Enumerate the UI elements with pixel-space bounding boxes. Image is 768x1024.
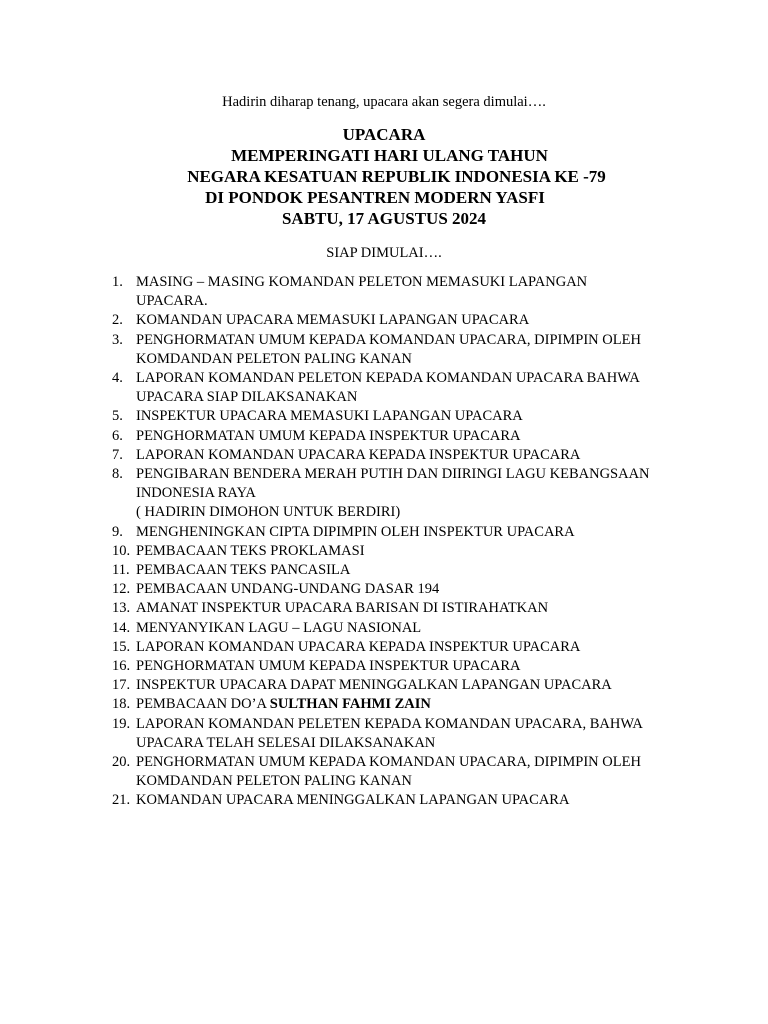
agenda-item-text: PENGHORMATAN UMUM KEPADA KOMANDAN UPACARA, DIPIMPIN OLEH (136, 754, 641, 771)
agenda-item (112, 561, 692, 580)
agenda-item-text: LAPORAN KOMANDAN UPACARA KEPADA INSPEKTUR UPACARA (136, 638, 581, 655)
agenda-item (112, 407, 692, 426)
agenda-item-text: MENYANYIKAN LAGU – LAGU NASIONAL (136, 619, 422, 636)
agenda-item (112, 273, 692, 311)
agenda-item (112, 638, 692, 657)
agenda-item-text: PEMBACAAN UNDANG-UNDANG DASAR 194 (136, 581, 440, 598)
agenda-item-text: UPACARA. (136, 293, 208, 310)
agenda-item-text: PEMBACAAN TEKS PANCASILA (136, 562, 351, 579)
agenda-item-text: INDONESIA RAYA (136, 485, 256, 502)
agenda-item-number: 3. (112, 331, 123, 348)
agenda-item-number: 15. (112, 638, 131, 655)
agenda-item-number: 18. (112, 696, 131, 713)
agenda-item-number: 12. (112, 581, 131, 598)
agenda-item (112, 523, 692, 542)
title-line-2: MEMPERINGATI HARI ULANG TAHUN (231, 146, 548, 165)
agenda-item-number: 1. (112, 274, 123, 290)
agenda-item-text: KOMDANDAN PELETON PALING KANAN (136, 350, 412, 367)
agenda-item (112, 715, 692, 753)
agenda-item-text: PEMBACAAN DO’A (136, 696, 270, 713)
agenda-item-number: 11. (112, 562, 130, 579)
agenda-item (112, 791, 692, 810)
agenda-item-number: 19. (112, 715, 131, 732)
agenda-item-text: LAPORAN KOMANDAN PELETEN KEPADA KOMANDAN UPACARA, BAHWA (136, 715, 643, 732)
agenda-item (112, 657, 692, 676)
ready-text: SIAP DIMULAI…. (326, 245, 442, 261)
agenda-item-text: KOMDANDAN PELETON PALING KANAN (136, 773, 412, 790)
title-line-5: SABTU, 17 AGUSTUS 2024 (281, 209, 487, 228)
agenda-item-number: 6. (112, 427, 123, 444)
agenda-item-text: MASING – MASING KOMANDAN PELETON MEMASUKI LAPANGAN (136, 274, 588, 290)
agenda-item-number: 16. (112, 658, 131, 675)
agenda-item-number: 7. (112, 446, 123, 463)
agenda-list (112, 273, 692, 811)
agenda-item (112, 542, 692, 561)
agenda-item-text: LAPORAN KOMANDAN UPACARA KEPADA INSPEKTUR UPACARA (136, 446, 581, 463)
agenda-item (112, 311, 692, 330)
agenda-item-text: INSPEKTUR UPACARA DAPAT MENINGGALKAN LAPANGAN UPACARA (136, 677, 612, 694)
intro-text: Hadirin diharap tenang, upacara akan segera dimulai…. (222, 94, 546, 110)
agenda-item (112, 446, 692, 465)
agenda-item (112, 331, 692, 369)
agenda-item-number: 14. (112, 619, 131, 636)
agenda-item-number: 2. (112, 312, 123, 329)
agenda-item-number: 17. (112, 677, 131, 694)
agenda-item (112, 427, 692, 446)
agenda-item-number: 5. (112, 408, 123, 425)
agenda-item-text: AMANAT INSPEKTUR UPACARA BARISAN DI ISTIRAHATKAN (136, 600, 549, 617)
agenda-item-text: KOMANDAN UPACARA MENINGGALKAN LAPANGAN UPACARA (136, 792, 570, 809)
agenda-item-text: UPACARA SIAP DILAKSANAKAN (136, 389, 358, 406)
agenda-item-number: 13. (112, 600, 131, 617)
agenda-item-number: 20. (112, 754, 131, 771)
title-line-3: NEGARA KESATUAN REPUBLIK INDONESIA KE -79 (187, 167, 606, 186)
ceremony-title (0, 124, 768, 229)
agenda-item (112, 753, 692, 791)
agenda-item (112, 465, 692, 523)
agenda-item-number: 4. (112, 370, 123, 387)
agenda-item-bold-name: SULTHAN FAHMI ZAIN (269, 696, 431, 713)
agenda-item-text: PENGHORMATAN UMUM KEPADA INSPEKTUR UPACARA (136, 427, 521, 444)
agenda-item-text: PENGHORMATAN UMUM KEPADA INSPEKTUR UPACARA (136, 658, 521, 675)
agenda-item (112, 599, 692, 618)
agenda-item-text: KOMANDAN UPACARA MEMASUKI LAPANGAN UPACARA (136, 312, 530, 329)
agenda-item (112, 580, 692, 599)
agenda-item (112, 619, 692, 638)
agenda-item-text: UPACARA TELAH SELESAI DILAKSANAKAN (136, 734, 436, 751)
agenda-item-text: INSPEKTUR UPACARA MEMASUKI LAPANGAN UPACARA (136, 408, 523, 425)
title-line-4: DI PONDOK PESANTREN MODERN YASFI (205, 188, 545, 207)
agenda-item-number: 21. (112, 792, 131, 809)
agenda-item (112, 369, 692, 407)
agenda-item-text: PENGIBARAN BENDERA MERAH PUTIH DAN DIIRINGI LAGU KEBANGSAAN (136, 466, 650, 483)
agenda-item-text: LAPORAN KOMANDAN PELETON KEPADA KOMANDAN UPACARA BAHWA (136, 370, 640, 387)
agenda-item (112, 695, 692, 714)
title-line-1: UPACARA (342, 125, 426, 144)
agenda-item-number: 8. (112, 466, 123, 483)
agenda-item-text: ( HADIRIN DIMOHON UNTUK BERDIRI) (136, 504, 401, 521)
agenda-item-text: MENGHENINGKAN CIPTA DIPIMPIN OLEH INSPEKTUR UPACARA (136, 523, 575, 540)
agenda-item-text: PENGHORMATAN UMUM KEPADA KOMANDAN UPACARA, DIPIMPIN OLEH (136, 331, 641, 348)
agenda-item-number: 10. (112, 542, 131, 559)
agenda-item-text: PEMBACAAN TEKS PROKLAMASI (136, 542, 365, 559)
agenda-item-number: 9. (112, 523, 123, 540)
agenda-item (112, 676, 692, 695)
agenda-item-line (136, 696, 431, 712)
